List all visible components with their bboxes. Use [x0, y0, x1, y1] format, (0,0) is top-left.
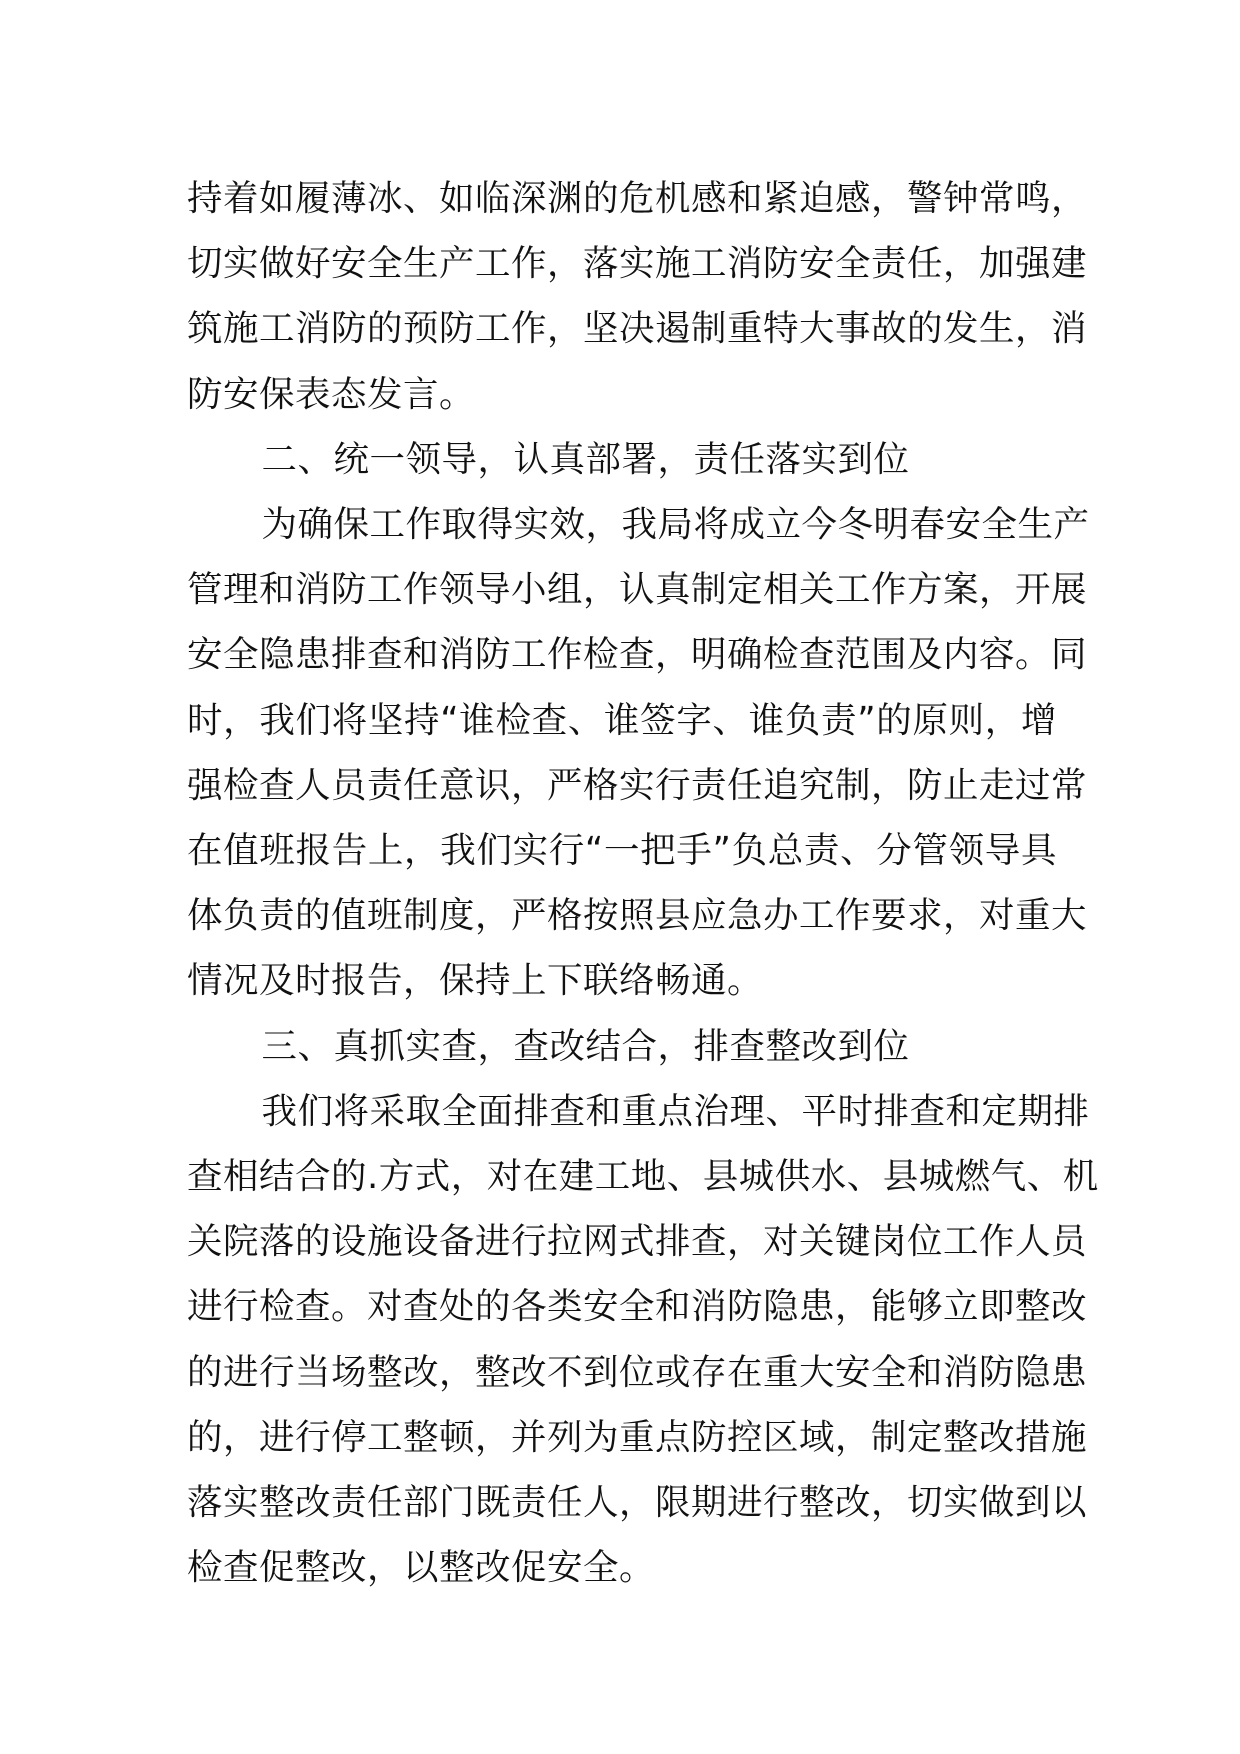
text-line: 在值班报告上，我们实行“一把手”负总责、分管领导具	[187, 830, 1057, 872]
text-line: 筑施工消防的预防工作，坚决遏制重特大事故的发生，消	[187, 308, 1088, 350]
text-line: 的进行当场整改，整改不到位或存在重大安全和消防隐患	[187, 1351, 1088, 1393]
text-line: 落实整改责任部门既责任人，限期进行整改，切实做到以	[187, 1482, 1088, 1524]
text-line: 查相结合的.方式，对在建工地、县城供水、县城燃气、机	[187, 1156, 1099, 1198]
text-line: 切实做好安全生产工作，落实施工消防安全责任，加强建	[187, 243, 1088, 285]
text-line: 的，进行停工整顿，并列为重点防控区域，制定整改措施	[187, 1416, 1088, 1458]
paragraph-section-2	[187, 492, 1090, 1014]
text-line: 安全隐患排查和消防工作检查，明确检查范围及内容。同	[187, 634, 1088, 676]
text-line: 持着如履薄冰、如临深渊的危机感和紧迫感，警钟常鸣，	[187, 178, 1088, 219]
text-line: 检查促整改，以整改促安全。	[187, 1547, 656, 1589]
text-line: 体负责的值班制度，严格按照县应急办工作要求，对重大	[187, 895, 1088, 937]
text-line: 时，我们将坚持“谁检查、谁签字、谁负责”的原则，增	[187, 699, 1057, 741]
paragraph-continuation	[187, 166, 1088, 427]
text-line: 情况及时报告，保持上下联络畅通。	[187, 960, 764, 1002]
section-heading-2: 二、统一领导，认真部署，责任落实到位	[261, 438, 910, 480]
text-line: 为确保工作取得实效，我局将成立今冬明春安全生产	[261, 504, 1090, 546]
text-line: 防安保表态发言。	[187, 373, 476, 415]
text-line: 我们将采取全面排查和重点治理、平时排查和定期排	[261, 1090, 1090, 1132]
paragraph-section-3	[187, 1079, 1099, 1601]
text-line: 管理和消防工作领导小组，认真制定相关工作方案，开展	[187, 569, 1088, 611]
document-body	[187, 166, 1099, 1600]
text-line: 关院落的设施设备进行拉网式排查，对关键岗位工作人员	[187, 1221, 1088, 1263]
text-line: 进行检查。对查处的各类安全和消防隐患，能够立即整改	[187, 1286, 1088, 1328]
section-heading-3: 三、真抓实查，查改结合，排查整改到位	[261, 1025, 910, 1067]
text-line: 强检查人员责任意识，严格实行责任追究制，防止走过常	[187, 764, 1088, 806]
